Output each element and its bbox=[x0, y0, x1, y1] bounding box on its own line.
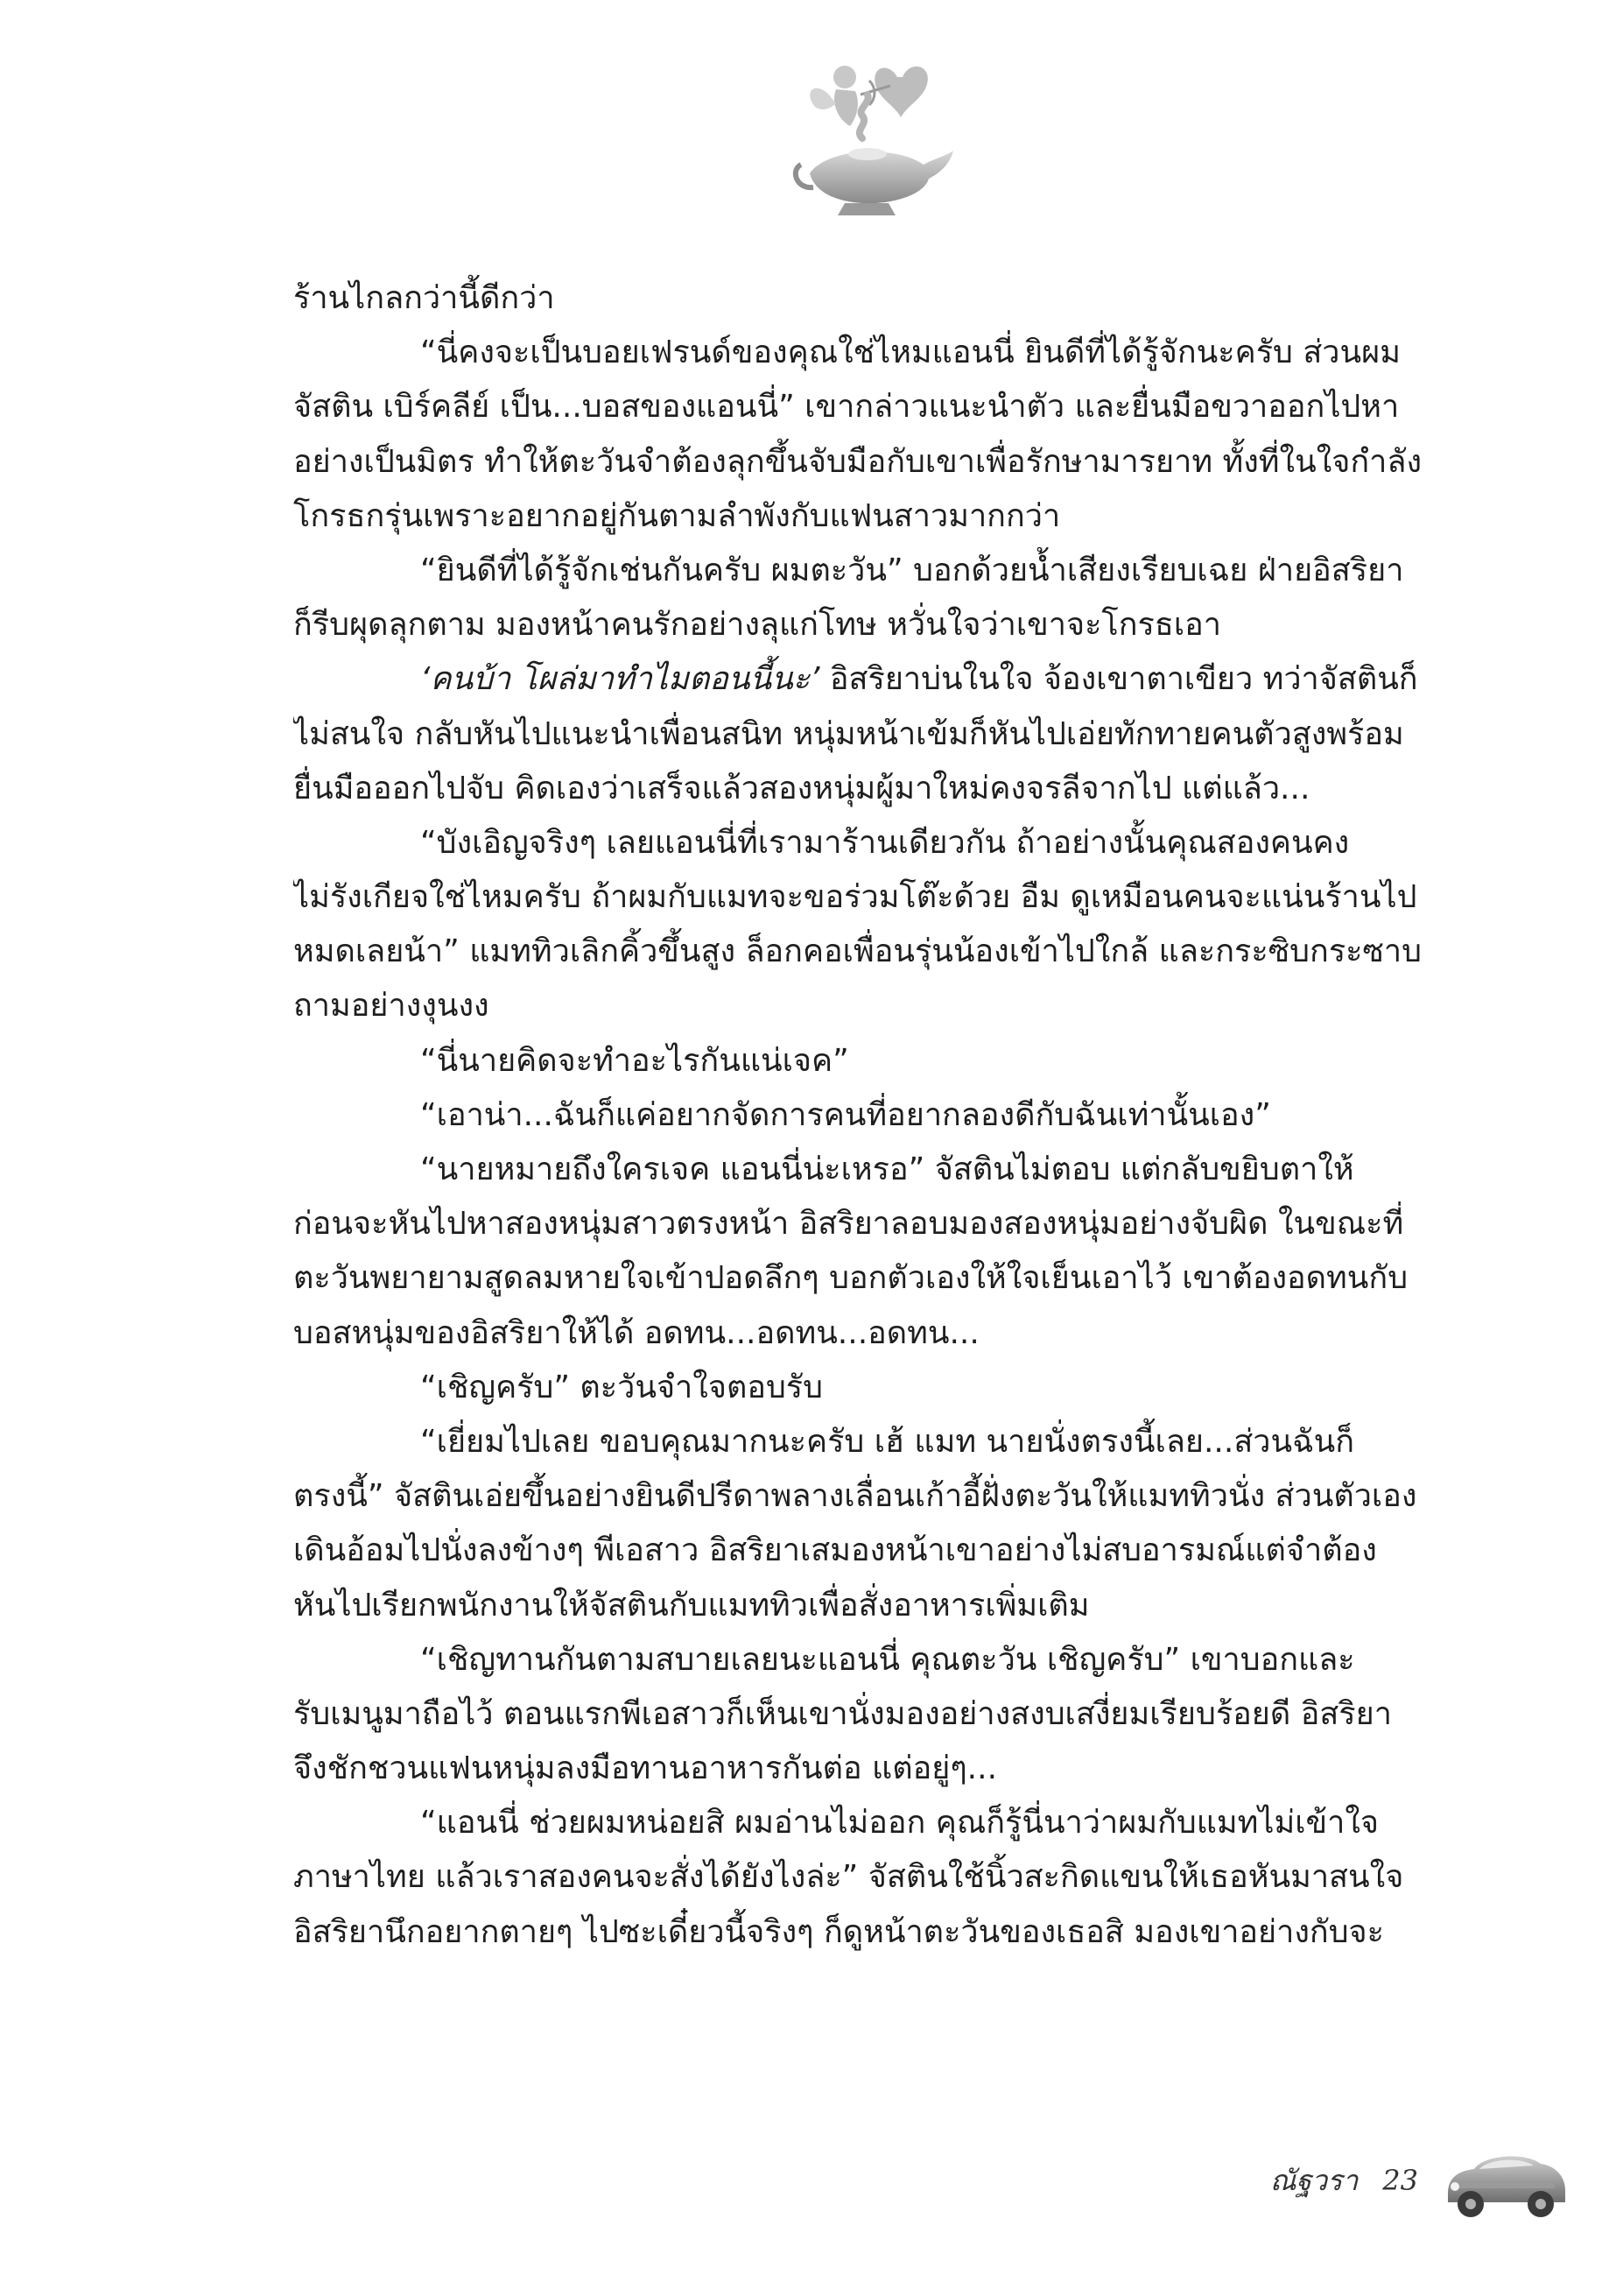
text-line bbox=[293, 1579, 1484, 1633]
text-line bbox=[293, 816, 1484, 870]
text-line bbox=[293, 489, 1484, 544]
line-text: จึงชักชวนแฟนหนุ่มลงมือทานอาหารกันต่อ แต่อยู่ๆ... bbox=[293, 1750, 998, 1787]
line-text: ไม่รังเกียจใช่ไหมครับ ถ้าผมกับแมทจะขอร่วมโต๊ะด้วย อืม ดูเหมือนคนจะแน่นร้านไป bbox=[293, 879, 1417, 916]
text-line bbox=[293, 1633, 1484, 1687]
line-text: ตรงนี้” จัสตินเอ่ยขึ้นอย่างยินดีปรีดาพลางเลื่อนเก้าอี้ฝั่งตะวันให้แมททิวนั่ง ส่วนตัวเอง bbox=[293, 1478, 1417, 1515]
line-text: ถามอย่างงุนงง bbox=[293, 988, 489, 1025]
line-text: “นี่นายคิดจะทำอะไรกันแน่เจค” bbox=[420, 1042, 849, 1079]
line-text: ภาษาไทย แล้วเราสองคนจะสั่งได้ยังไงล่ะ” จัสตินใช้นิ้วสะกิดแขนให้เธอหันมาสนใจ bbox=[293, 1859, 1404, 1896]
line-text: อิสริยาบ่นในใจ จ้องเขาตาเขียว ทว่าจัสตินก็ bbox=[819, 661, 1418, 698]
line-text: หมดเลยน้า” แมททิวเลิกคิ้วขึ้นสูง ล็อกคอเพื่อนรุ่นน้องเข้าไปใกล้ และกระซิบกระซาบ bbox=[293, 933, 1422, 970]
text-line bbox=[293, 435, 1484, 489]
text-line bbox=[293, 1850, 1484, 1905]
text-line bbox=[293, 1251, 1484, 1306]
text-line bbox=[293, 1361, 1484, 1415]
line-text: “นายหมายถึงใครเจค แอนนี่น่ะเหรอ” จัสตินไม่ตอบ แต่กลับขยิบตาให้ bbox=[420, 1152, 1354, 1187]
text-line bbox=[293, 652, 1484, 707]
text-line bbox=[293, 380, 1484, 434]
text-line bbox=[293, 1415, 1484, 1469]
text-line bbox=[293, 1197, 1484, 1251]
line-text: “เยี่ยมไปเลย ขอบคุณมากนะครับ เฮ้ แมท นายนั่งตรงนี้เลย...ส่วนฉันก็ bbox=[420, 1423, 1355, 1460]
vintage-car-icon bbox=[1439, 2132, 1570, 2229]
author-name: ณัฐวรา bbox=[1269, 2163, 1359, 2197]
line-text: ร้านไกลกว่านี้ดีกว่า bbox=[293, 280, 555, 316]
text-line bbox=[293, 544, 1484, 598]
line-text: บอสหนุ่มของอิสริยาให้ได้ อดทน...อดทน...อดทน... bbox=[293, 1314, 980, 1351]
page-number: 23 bbox=[1382, 2164, 1418, 2197]
text-line bbox=[293, 598, 1484, 652]
line-text: โกรธกรุ่นเพราะอยากอยู่กันตามลำพังกับแฟนสาวมากกว่า bbox=[293, 497, 1061, 534]
text-line bbox=[293, 708, 1484, 762]
text-line bbox=[293, 1687, 1484, 1742]
line-text: หันไปเรียกพนักงานให้จัสตินกับแมททิวเพื่อสั่งอาหารเพิ่มเติม bbox=[293, 1587, 1090, 1623]
text-line bbox=[293, 1524, 1484, 1578]
line-text: ก็รีบผุดลุกตาม มองหน้าคนรักอย่างลุแก่โทษ หวั่นใจว่าเขาจะโกรธเอา bbox=[293, 607, 1221, 644]
line-text: รับเมนูมาถือไว้ ตอนแรกพีเอสาวก็เห็นเขานั่งมองอย่างสงบเสงี่ยมเรียบร้อยดี อิสริยา bbox=[293, 1695, 1392, 1732]
text-body bbox=[293, 271, 1484, 1960]
text-line bbox=[293, 1034, 1484, 1088]
line-text: เดินอ้อมไปนั่งลงข้างๆ พีเอสาว อิสริยาเสมองหน้าเขาอย่างไม่สบอารมณ์แต่จำต้อง bbox=[293, 1532, 1377, 1569]
text-line bbox=[293, 870, 1484, 925]
text-line bbox=[293, 271, 1484, 326]
line-text: ตะวันพยายามสูดลมหายใจเข้าปอดลึกๆ บอกตัวเองให้ใจเย็นเอาไว้ เขาต้องอดทนกับ bbox=[293, 1260, 1409, 1297]
text-line bbox=[293, 1088, 1484, 1143]
line-text: จัสติน เบิร์คลีย์ เป็น...บอสของแอนนี่” เขากล่าวแนะนำตัว และยื่นมือขวาออกไปหา bbox=[293, 389, 1400, 426]
text-line bbox=[293, 326, 1484, 380]
text-line bbox=[293, 1469, 1484, 1524]
page-footer bbox=[1270, 2119, 1570, 2242]
line-text: อิสริยานึกอยากตายๆ ไปซะเดี๋ยวนี้จริงๆ ก็ดูหน้าตะวันของเธอสิ มองเขาอย่างกับจะ bbox=[293, 1913, 1384, 1950]
line-text: “เชิญทานกันตามสบายเลยนะแอนนี่ คุณตะวัน เชิญครับ” เขาบอกและ bbox=[420, 1641, 1355, 1678]
text-line bbox=[293, 1796, 1484, 1850]
text-line bbox=[293, 1905, 1484, 1960]
italic-thought: ‘คนบ้า โผล่มาทำไมตอนนี้นะ’ bbox=[420, 661, 820, 698]
line-text: ไม่สนใจ กลับหันไปแนะนำเพื่อนสนิท หนุ่มหน้าเข้มก็หันไปเอ่ยทักทายคนตัวสูงพร้อม bbox=[293, 715, 1404, 752]
genie-lamp-cupid-icon bbox=[792, 42, 959, 226]
text-line bbox=[293, 925, 1484, 979]
line-text: “บังเอิญจริงๆ เลยแอนนี่ที่เรามาร้านเดียวกัน ถ้าอย่างนั้นคุณสองคนคง bbox=[420, 824, 1350, 861]
text-line bbox=[293, 762, 1484, 816]
text-line bbox=[293, 1143, 1484, 1197]
line-text: “เชิญครับ” ตะวันจำใจตอบรับ bbox=[420, 1369, 823, 1405]
line-text: “แอนนี่ ช่วยผมหน่อยสิ ผมอ่านไม่ออก คุณก็รู้นี่นาว่าผมกับแมทไม่เข้าใจ bbox=[420, 1805, 1380, 1842]
text-line bbox=[293, 1306, 1484, 1361]
text-line bbox=[293, 979, 1484, 1033]
line-text: อย่างเป็นมิตร ทำให้ตะวันจำต้องลุกขึ้นจับมือกับเขาเพื่อรักษามารยาท ทั้งที่ในใจกำลัง bbox=[293, 443, 1423, 480]
line-text: “นี่คงจะเป็นบอยเฟรนด์ของคุณใช่ไหมแอนนี่ ยินดีที่ได้รู้จักนะครับ ส่วนผม bbox=[420, 335, 1401, 371]
line-text: “เอาน่า...ฉันก็แค่อยากจัดการคนที่อยากลองดีกับฉันเท่านั้นเอง” bbox=[420, 1096, 1271, 1133]
text-line bbox=[293, 1742, 1484, 1796]
line-text: “ยินดีที่ได้รู้จักเช่นกันครับ ผมตะวัน” บอกด้วยน้ำเสียงเรียบเฉย ฝ่ายอิสริยา bbox=[420, 552, 1404, 588]
line-text: ยื่นมือออกไปจับ คิดเองว่าเสร็จแล้วสองหนุ่มผู้มาใหม่คงจรลีจากไป แต่แล้ว... bbox=[293, 770, 1310, 806]
line-text: ก่อนจะหันไปหาสองหนุ่มสาวตรงหน้า อิสริยาลอบมองสองหนุ่มอย่างจับผิด ในขณะที่ bbox=[293, 1206, 1404, 1243]
